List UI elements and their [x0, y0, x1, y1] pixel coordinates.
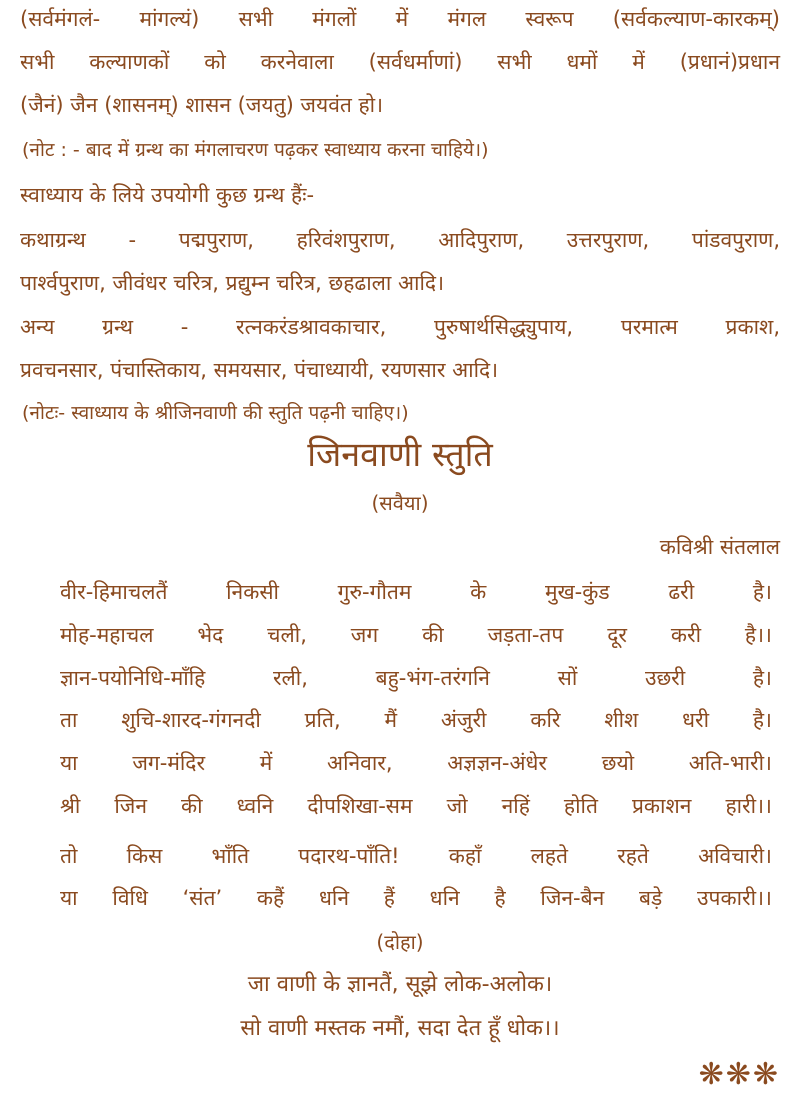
note-2: (नोटः- स्वाध्याय के श्रीजिनवाणी की स्तुति पढ़नी चाहिए।): [22, 402, 409, 424]
verse-line-2: मोह-महाचल भेद चली, जग की जड़ता-तप दूर करी है।।: [60, 623, 772, 647]
end-ornament-icon: ❋❋❋: [698, 1057, 780, 1092]
verse-line-8: या विधि ‘संत’ कहैं धनि हैं धनि है जिन-बैन बड़े उपकारी।।: [60, 886, 772, 910]
verse-line-7: तो किस भाँति पदारथ-पाँति! कहाँ लहते रहते अविचारी।: [60, 844, 772, 868]
verse-line-6: श्री जिन की ध्वनि दीपशिखा-सम जो नहिं होति प्रकाशन हारी।।: [60, 794, 772, 818]
books-line-3: अन्य ग्रन्थ - रत्नकरंडश्रावकाचार, पुरुषार्थसिद्ध्युपाय, परमात्म प्रकाश,: [20, 315, 780, 339]
meter-label: (सवैया): [371, 491, 429, 515]
books-line-1: कथाग्रन्थ - पद्मपुराण, हरिवंशपुराण, आदिपुराण, उत्तरपुराण, पांडवपुराण,: [20, 228, 780, 252]
prose-line-1: (सर्वमंगलं- मांगल्यं) सभी मंगलों में मंगल स्वरूप (सर्वकल्याण-कारकम्): [20, 7, 780, 31]
books-line-4: प्रवचनसार, पंचास्तिकाय, समयसार, पंचाध्यायी, रयणसार आदि।: [20, 358, 499, 382]
doha-line-1: जा वाणी के ज्ञानतैं, सूझे लोक-अलोक।: [247, 972, 553, 997]
verse-line-4: ता शुचि-शारद-गंगनदी प्रति, मैं अंजुरी करि शीश धरी है।: [60, 708, 772, 732]
note-1: (नोट : - बाद में ग्रन्थ का मंगलाचरण पढ़कर स्वाध्याय करना चाहिये।): [22, 139, 489, 161]
verse-line-1: वीर-हिमाचलतैं निकसी गुरु-गौतम के मुख-कुंड ढरी है।: [60, 580, 772, 604]
verse-line-3: ज्ञान-पयोनिधि-माँहि रली, बहु-भंग-तरंगनि सों उछरी है।: [60, 666, 772, 690]
prose-line-3: (जैनं) जैन (शासनम्) शासन (जयतु) जयवंत हो।: [20, 93, 384, 117]
verse-line-5: या जग-मंदिर में अनिवार, अज्ञज्ञन-अंधेर छयो अति-भारी।: [60, 751, 772, 775]
books-heading: स्वाध्याय के लिये उपयोगी कुछ ग्रन्थ हैंः-: [20, 183, 315, 207]
doha-line-2: सो वाणी मस्तक नमौं, सदा देत हूँ धोक।।: [240, 1016, 560, 1041]
prose-line-2: सभी कल्याणकों को करनेवाला (सर्वधर्माणां) सभी धमों में (प्रधानं)प्रधान: [20, 50, 780, 74]
books-line-2: पार्श्वपुराण, जीवंधर चरित्र, प्रद्युम्न चरित्र, छहढाला आदि।: [20, 271, 445, 295]
page-title: जिनवाणी स्तुति: [307, 435, 493, 475]
doha-label: (दोहा): [376, 930, 424, 954]
poet-name: कविश्री संतलाल: [659, 535, 780, 559]
